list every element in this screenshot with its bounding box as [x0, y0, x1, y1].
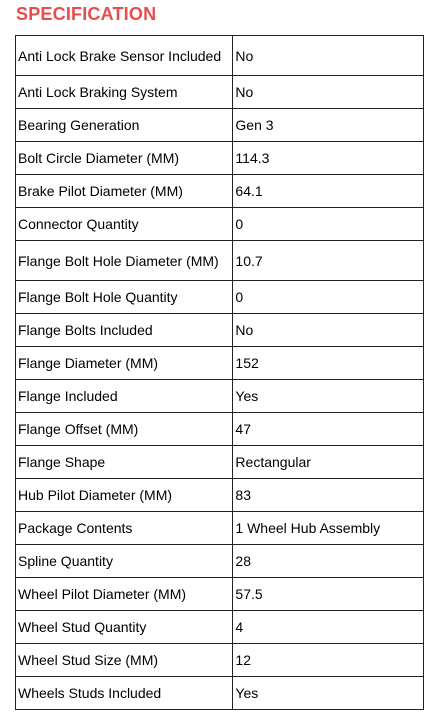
spec-value: 1 Wheel Hub Assembly [233, 512, 424, 545]
spec-value: Yes [233, 380, 424, 413]
spec-value: No [233, 36, 424, 76]
spec-label: Flange Shape [16, 446, 233, 479]
spec-value: 83 [233, 479, 424, 512]
table-row [16, 208, 424, 241]
spec-value: 0 [233, 281, 424, 314]
spec-value: Yes [233, 677, 424, 710]
table-row [16, 545, 424, 578]
spec-label: Wheel Pilot Diameter (MM) [16, 578, 233, 611]
spec-label: Flange Diameter (MM) [16, 347, 233, 380]
spec-label: Connector Quantity [16, 208, 233, 241]
spec-label: Flange Bolt Hole Quantity [16, 281, 233, 314]
table-row [16, 578, 424, 611]
spec-label: Flange Bolts Included [16, 314, 233, 347]
spec-value: 0 [233, 208, 424, 241]
spec-label: Brake Pilot Diameter (MM) [16, 175, 233, 208]
spec-label: Anti Lock Braking System [16, 76, 233, 109]
spec-label: Anti Lock Brake Sensor Included [16, 36, 233, 76]
table-row [16, 677, 424, 710]
spec-label: Wheels Studs Included [16, 677, 233, 710]
spec-label: Spline Quantity [16, 545, 233, 578]
spec-value: No [233, 76, 424, 109]
table-row [16, 446, 424, 479]
spec-label: Wheel Stud Size (MM) [16, 644, 233, 677]
spec-label: Wheel Stud Quantity [16, 611, 233, 644]
spec-value: Gen 3 [233, 109, 424, 142]
table-row [16, 175, 424, 208]
spec-value: 47 [233, 413, 424, 446]
spec-label: Bolt Circle Diameter (MM) [16, 142, 233, 175]
spec-value: 152 [233, 347, 424, 380]
table-row [16, 281, 424, 314]
spec-value: 12 [233, 644, 424, 677]
table-row [16, 142, 424, 175]
table-row [16, 479, 424, 512]
spec-table [15, 35, 424, 710]
spec-value: 4 [233, 611, 424, 644]
table-row [16, 644, 424, 677]
table-row [16, 241, 424, 281]
table-row [16, 36, 424, 76]
spec-value: 28 [233, 545, 424, 578]
table-row [16, 413, 424, 446]
spec-value: Rectangular [233, 446, 424, 479]
spec-value: No [233, 314, 424, 347]
spec-label: Hub Pilot Diameter (MM) [16, 479, 233, 512]
spec-value: 114.3 [233, 142, 424, 175]
table-row [16, 380, 424, 413]
table-row [16, 109, 424, 142]
table-row [16, 611, 424, 644]
spec-value: 64.1 [233, 175, 424, 208]
table-row [16, 512, 424, 545]
spec-label: Flange Offset (MM) [16, 413, 233, 446]
spec-value: 10.7 [233, 241, 424, 281]
table-row [16, 76, 424, 109]
spec-label: Package Contents [16, 512, 233, 545]
table-row [16, 347, 424, 380]
page-title: SPECIFICATION [16, 4, 157, 24]
spec-label: Bearing Generation [16, 109, 233, 142]
spec-value: 57.5 [233, 578, 424, 611]
spec-label: Flange Bolt Hole Diameter (MM) [16, 241, 233, 281]
table-row [16, 314, 424, 347]
spec-label: Flange Included [16, 380, 233, 413]
